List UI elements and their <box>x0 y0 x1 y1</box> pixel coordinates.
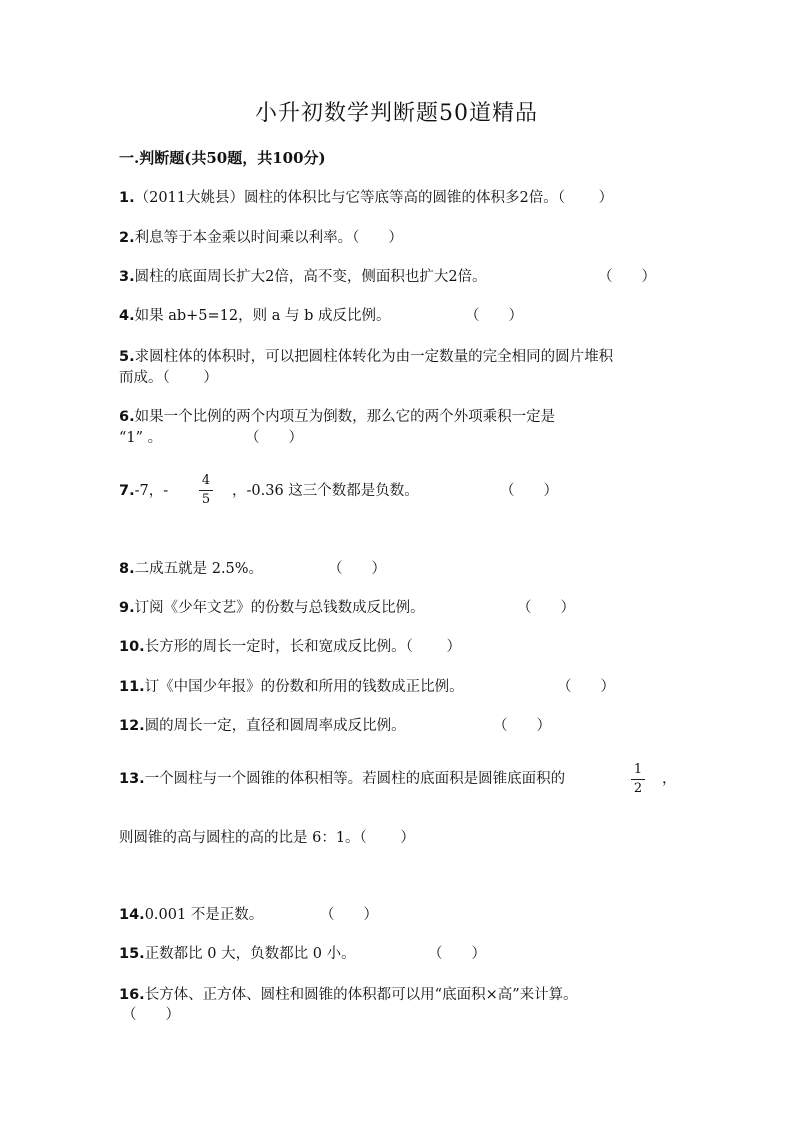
question-6 <box>119 405 555 426</box>
fraction-numerator: 4 <box>201 473 211 488</box>
question-text: 圆柱的底面周长扩大2倍，高不变，侧面积也扩大2倍。 <box>134 269 487 285</box>
question-text: 求圆柱体的体积时，可以把圆柱体转化为由一定数量的完全相同的圆片堆积 <box>134 349 614 365</box>
answer-paren: （ ） <box>122 1007 180 1023</box>
question-number: 14. <box>119 907 145 923</box>
question-number: 12. <box>119 718 145 734</box>
question-text: 长方体、正方体、圆柱和圆锥的体积都可以用“底面积×高”来计算。 <box>144 987 578 1003</box>
answer-paren: （ ） <box>500 483 558 499</box>
question-text: 长方形的周长一定时，长和宽成反比例。（ ） <box>144 639 462 655</box>
question-7-continued: ，-0.36 这三个数都是负数。 <box>232 483 419 499</box>
question-number: 16. <box>119 987 145 1003</box>
question-text: 订《中国少年报》的份数和所用的钱数成正比例。 <box>144 679 464 695</box>
answer-paren: （ ） <box>245 430 303 446</box>
answer-paren: （ ） <box>328 561 386 577</box>
question-9 <box>119 596 425 617</box>
question-3 <box>119 265 487 286</box>
fraction-bar <box>199 490 213 491</box>
question-number: 3. <box>119 269 135 285</box>
question-11 <box>119 675 464 696</box>
question-number: 15. <box>119 946 145 962</box>
question-text: 正数都比 0 大，负数都比 0 小。 <box>144 946 356 962</box>
question-7 <box>119 479 168 500</box>
question-6-continued: “1” 。 <box>119 430 163 446</box>
question-number: 6. <box>119 409 135 425</box>
fraction-denominator: 5 <box>201 492 211 507</box>
question-text: 如果一个比例的两个内项互为倒数，那么它的两个外项乘积一定是 <box>134 409 556 425</box>
question-12 <box>119 714 406 735</box>
question-4 <box>119 304 390 325</box>
question-1 <box>119 186 613 207</box>
answer-paren: （ ） <box>557 679 615 695</box>
question-text: 圆的周长一定，直径和圆周率成反比例。 <box>144 718 406 734</box>
question-number: 4. <box>119 308 135 324</box>
question-text: 利息等于本金乘以时间乘以利率。（ ） <box>134 230 403 246</box>
question-8 <box>119 557 263 578</box>
question-14 <box>119 903 263 924</box>
answer-paren: （ ） <box>598 269 656 285</box>
question-number: 2. <box>119 230 135 246</box>
question-text: 0.001 不是正数。 <box>144 907 264 923</box>
fraction-four-fifths <box>199 473 213 508</box>
question-number: 7. <box>119 483 135 499</box>
question-number: 10. <box>119 639 145 655</box>
question-13-continued: 则圆锥的高与圆柱的高的比是 6：1。（ ） <box>119 830 415 846</box>
question-text: 一个圆柱与一个圆锥的体积相等。若圆柱的底面积是圆锥底面积的 <box>144 771 566 787</box>
question-number: 13. <box>119 771 145 787</box>
answer-paren: （ ） <box>493 718 551 734</box>
page-title: 小升初数学判断题50道精品 <box>255 101 538 126</box>
question-text: （2011大姚县）圆柱的体积比与它等底等高的圆锥的体积多2倍。（ ） <box>134 190 614 206</box>
answer-paren: （ ） <box>517 600 575 616</box>
question-text: -7，- <box>134 483 169 499</box>
question-13-comma: ， <box>662 771 677 787</box>
question-text: 如果 ab+5=12，则 a 与 b 成反比例。 <box>134 308 391 324</box>
question-5-continued: 而成。（ ） <box>119 370 218 386</box>
section-heading: 一.判断题(共50题，共100分) <box>119 149 326 167</box>
answer-paren: （ ） <box>465 308 523 324</box>
question-13 <box>119 767 565 788</box>
question-number: 11. <box>119 679 145 695</box>
question-text: 二成五就是 2.5%。 <box>134 561 264 577</box>
fraction-one-half <box>631 762 645 797</box>
question-16 <box>119 983 578 1004</box>
question-number: 8. <box>119 561 135 577</box>
question-number: 9. <box>119 600 135 616</box>
question-text: 订阅《少年文艺》的份数与总钱数成反比例。 <box>134 600 425 616</box>
question-number: 1. <box>119 190 135 206</box>
fraction-bar <box>631 779 645 780</box>
answer-paren: （ ） <box>428 946 486 962</box>
answer-paren: （ ） <box>320 907 378 923</box>
question-10 <box>119 635 461 656</box>
question-number: 5. <box>119 349 135 365</box>
question-2 <box>119 226 403 247</box>
fraction-denominator: 2 <box>633 781 643 796</box>
question-5 <box>119 345 613 366</box>
question-15 <box>119 942 356 963</box>
fraction-numerator: 1 <box>633 762 643 777</box>
